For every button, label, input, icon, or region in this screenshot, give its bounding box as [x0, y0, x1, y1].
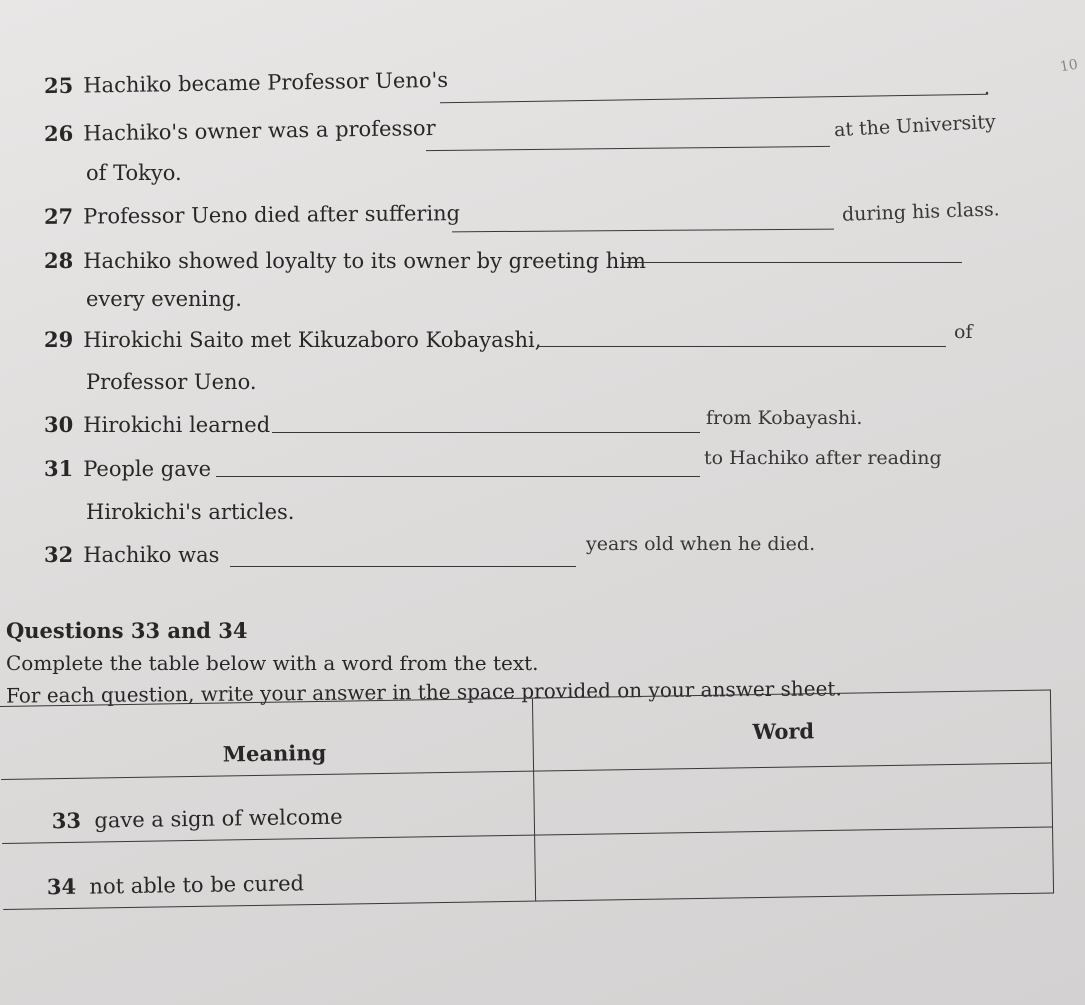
- question-25: [44, 67, 448, 99]
- table-row-divider: [1, 762, 1051, 779]
- question-32-after: years old when he died.: [586, 533, 816, 555]
- question-text: Hirokichi learned: [83, 413, 271, 437]
- table-column-divider: [532, 699, 536, 901]
- question-number: 30: [44, 412, 74, 437]
- question-text: Hachiko was: [83, 543, 220, 567]
- section-instruction-1: Complete the table below with a word from the text.: [6, 651, 539, 675]
- answer-table: [0, 689, 1054, 909]
- table-row-34-meaning: [47, 870, 305, 900]
- question-32: [44, 542, 219, 568]
- question-26-after: at the University: [833, 110, 997, 142]
- question-text: Hachiko's owner was a professor: [83, 115, 436, 146]
- question-31-continuation: Hirokichi's articles.: [86, 500, 295, 524]
- question-28-continuation: every evening.: [86, 287, 242, 311]
- answer-blank-26[interactable]: [426, 146, 830, 151]
- question-text: Hirokichi Saito met Kikuzaboro Kobayashi,: [83, 328, 542, 352]
- question-number: 28: [44, 248, 74, 273]
- section-instruction-2: For each question, write your answer in the space provided on your answer sheet.: [5, 676, 842, 708]
- table-row-33-meaning: [52, 804, 343, 835]
- table-row-33-word[interactable]: [562, 793, 1032, 826]
- question-text: Hachiko became Professor Ueno's: [83, 67, 449, 98]
- answer-blank-27[interactable]: [452, 229, 834, 233]
- question-number: 26: [43, 120, 74, 147]
- answer-blank-25[interactable]: [440, 94, 988, 104]
- answer-blank-30[interactable]: [272, 432, 700, 433]
- row-number: 34: [46, 873, 77, 900]
- answer-blank-28[interactable]: [622, 262, 962, 263]
- question-text: Hachiko showed loyalty to its owner by greeting him: [83, 249, 646, 273]
- answer-blank-31[interactable]: [216, 476, 700, 477]
- row-number: 33: [51, 807, 82, 834]
- table-header-word: Word: [752, 718, 815, 745]
- question-30-after: from Kobayashi.: [706, 407, 863, 429]
- question-25-end: .: [984, 77, 991, 99]
- section-heading: Questions 33 and 34: [6, 618, 248, 643]
- question-29-after: of: [954, 321, 973, 343]
- answer-blank-32[interactable]: [230, 566, 576, 567]
- row-meaning: gave a sign of welcome: [94, 804, 343, 833]
- question-30: [44, 412, 270, 438]
- question-number: 31: [44, 456, 74, 481]
- question-number: 29: [44, 327, 74, 352]
- table-row-34-word[interactable]: [563, 857, 1033, 890]
- question-31: [44, 456, 211, 482]
- answer-blank-29[interactable]: [538, 346, 946, 347]
- question-31-after: to Hachiko after reading: [704, 447, 942, 469]
- page-corner-mark: 10: [1058, 56, 1080, 76]
- question-number: 27: [43, 203, 74, 229]
- question-text: People gave: [83, 457, 212, 481]
- question-27: [44, 200, 460, 230]
- question-number: 25: [43, 72, 74, 99]
- question-text: Professor Ueno died after suffering: [83, 201, 461, 229]
- table-header-meaning: Meaning: [222, 739, 327, 767]
- question-28: [44, 248, 646, 274]
- question-26: [44, 115, 436, 147]
- question-29: [44, 327, 541, 353]
- question-27-after: during his class.: [841, 198, 1001, 226]
- question-29-continuation: Professor Ueno.: [86, 370, 257, 394]
- question-26-continuation: of Tokyo.: [86, 161, 182, 185]
- row-meaning: not able to be cured: [89, 871, 305, 899]
- question-number: 32: [44, 542, 74, 567]
